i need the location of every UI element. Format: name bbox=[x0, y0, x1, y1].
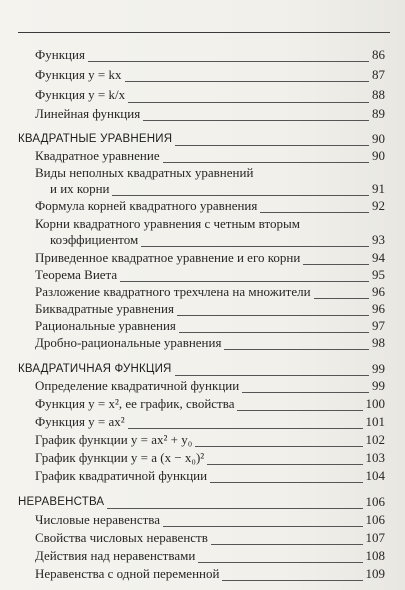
toc-entry-page: 91 bbox=[372, 181, 385, 196]
toc-entry-label: Биквадратные уравнения bbox=[35, 301, 174, 316]
toc-entry-label: Неравенства с одной переменной bbox=[35, 566, 220, 581]
toc-entry bbox=[0, 318, 405, 336]
toc-entry bbox=[0, 148, 405, 166]
dot-leader bbox=[260, 212, 369, 213]
toc-entry bbox=[0, 414, 405, 432]
toc-entry-page: 94 bbox=[372, 250, 385, 265]
toc-entry bbox=[0, 267, 405, 285]
toc-entry-label: и их корни bbox=[50, 181, 110, 196]
toc-entry-label: Функция y = kx bbox=[35, 67, 122, 82]
toc-entry-label: Теорема Виета bbox=[35, 267, 118, 282]
toc-entry-page: 87 bbox=[372, 67, 385, 82]
section-heading bbox=[0, 361, 405, 379]
dot-leader bbox=[222, 580, 362, 581]
dot-leader bbox=[177, 315, 369, 316]
toc-entry bbox=[0, 47, 405, 65]
dot-leader bbox=[125, 81, 369, 82]
toc-entry-label: Функция y = k/x bbox=[35, 87, 126, 102]
toc-entry-page: 95 bbox=[372, 267, 385, 282]
toc-entry-label-line1: Корни квадратного уравнения с четным вторым bbox=[35, 216, 300, 231]
dot-leader bbox=[107, 508, 362, 509]
toc-entry-page: 96 bbox=[372, 284, 385, 299]
dot-leader bbox=[128, 102, 369, 103]
toc-entry-label: Рациональные уравнения bbox=[35, 318, 176, 333]
toc-entry-page: 107 bbox=[365, 530, 385, 545]
section-heading-label: КВАДРАТНЫЕ УРАВНЕНИЯ bbox=[18, 133, 173, 145]
toc-entry-label-line1: Виды неполных квадратных уравнений bbox=[35, 165, 254, 180]
dot-leader bbox=[128, 428, 363, 429]
toc-entry-label: Приведенное квадратное уравнение и его корни bbox=[35, 250, 301, 265]
toc-entry-page: 86 bbox=[372, 47, 385, 62]
dot-leader bbox=[120, 281, 369, 282]
toc-entry-label: График функции y = ax² + y₀ bbox=[35, 432, 193, 447]
toc-entry bbox=[0, 566, 405, 584]
dot-leader bbox=[143, 120, 369, 121]
toc-entry-label: Числовые неравенства bbox=[35, 512, 161, 527]
section-heading-page: 99 bbox=[372, 361, 385, 376]
toc-entry-label: Функция y = ax² bbox=[35, 414, 125, 429]
toc-entry-page: 90 bbox=[372, 148, 385, 163]
section-heading bbox=[0, 131, 405, 149]
toc-entry-page: 98 bbox=[372, 335, 385, 350]
dot-leader bbox=[175, 375, 369, 376]
toc-entry-page: 99 bbox=[372, 378, 385, 393]
toc-entry bbox=[0, 450, 405, 468]
toc-entry-label: Действия над неравенствами bbox=[35, 548, 196, 563]
toc-entry bbox=[0, 67, 405, 85]
toc-entry-page: 109 bbox=[365, 566, 385, 581]
toc-entry bbox=[0, 432, 405, 450]
toc-entry-label: Функция bbox=[35, 47, 85, 62]
toc-entry bbox=[0, 250, 405, 268]
toc-entry-label: Дробно-рациональные уравнения bbox=[35, 335, 222, 350]
toc-entry bbox=[0, 198, 405, 216]
dot-leader bbox=[141, 246, 369, 247]
toc-entry bbox=[0, 301, 405, 319]
toc-entry bbox=[0, 378, 405, 396]
toc-entry-label: Формула корней квадратного уравнения bbox=[35, 198, 258, 213]
dot-leader bbox=[175, 145, 369, 146]
toc-entry-page: 96 bbox=[372, 301, 385, 316]
toc-entry bbox=[0, 84, 405, 108]
toc-entry-page: 106 bbox=[365, 512, 385, 527]
section-heading-label: КВАДРАТИЧНАЯ ФУНКЦИЯ bbox=[18, 363, 172, 375]
toc-entry bbox=[0, 232, 405, 250]
section-heading-page: 106 bbox=[365, 494, 385, 509]
top-rule bbox=[18, 32, 390, 33]
toc-entry-page: 88 bbox=[372, 87, 385, 102]
dot-leader bbox=[207, 464, 362, 465]
toc-entry-page: 104 bbox=[365, 468, 385, 483]
toc-entry-page: 100 bbox=[365, 396, 385, 411]
dot-leader bbox=[211, 544, 363, 545]
toc-entry-page: 102 bbox=[365, 432, 385, 447]
toc-entry-page: 97 bbox=[372, 318, 385, 333]
toc-entry-label: График квадратичной функции bbox=[35, 468, 208, 483]
toc-entry-label: Линейная функция bbox=[35, 106, 141, 121]
toc-entry bbox=[0, 335, 405, 353]
toc-entry bbox=[0, 106, 405, 124]
toc-entry-label: График функции y = a (x − x₀)² bbox=[35, 450, 205, 465]
dot-leader bbox=[163, 526, 362, 527]
toc-entry-page: 93 bbox=[372, 232, 385, 247]
toc-entry-label: коэффициентом bbox=[50, 232, 139, 247]
dot-leader bbox=[314, 298, 369, 299]
section-heading bbox=[0, 494, 405, 512]
toc-entry-label: Функция y = x², ее график, свойства bbox=[35, 396, 235, 411]
dot-leader bbox=[163, 162, 369, 163]
dot-leader bbox=[237, 410, 362, 411]
toc-entry bbox=[0, 512, 405, 530]
toc-entry-label: Определение квадратичной функции bbox=[35, 378, 240, 393]
toc-entry-label: Квадратное уравнение bbox=[35, 148, 160, 163]
dot-leader bbox=[112, 195, 369, 196]
dot-leader bbox=[195, 446, 362, 447]
dot-leader bbox=[210, 482, 362, 483]
dot-leader bbox=[198, 562, 362, 563]
dot-leader bbox=[224, 349, 369, 350]
toc-entry bbox=[0, 530, 405, 548]
section-heading-label: НЕРАВЕНСТВА bbox=[18, 496, 105, 508]
section-heading-page: 90 bbox=[372, 131, 385, 146]
toc-entry-page: 92 bbox=[372, 198, 385, 213]
toc-entry bbox=[0, 548, 405, 566]
toc-entry-page: 89 bbox=[372, 106, 385, 121]
dot-leader bbox=[179, 332, 369, 333]
toc-entry bbox=[0, 181, 405, 199]
toc-entry-page: 103 bbox=[365, 450, 385, 465]
dot-leader bbox=[88, 61, 369, 62]
toc-entry-page: 101 bbox=[365, 414, 385, 429]
dot-leader bbox=[242, 392, 369, 393]
toc-entry bbox=[0, 396, 405, 414]
toc-entry-label: Свойства числовых неравенств bbox=[35, 530, 208, 545]
toc-entry-page: 108 bbox=[365, 548, 385, 563]
toc-entry bbox=[0, 284, 405, 302]
dot-leader bbox=[303, 264, 369, 265]
toc-entry bbox=[0, 468, 405, 486]
toc-entry-label: Разложение квадратного трехчлена на множители bbox=[35, 284, 311, 299]
